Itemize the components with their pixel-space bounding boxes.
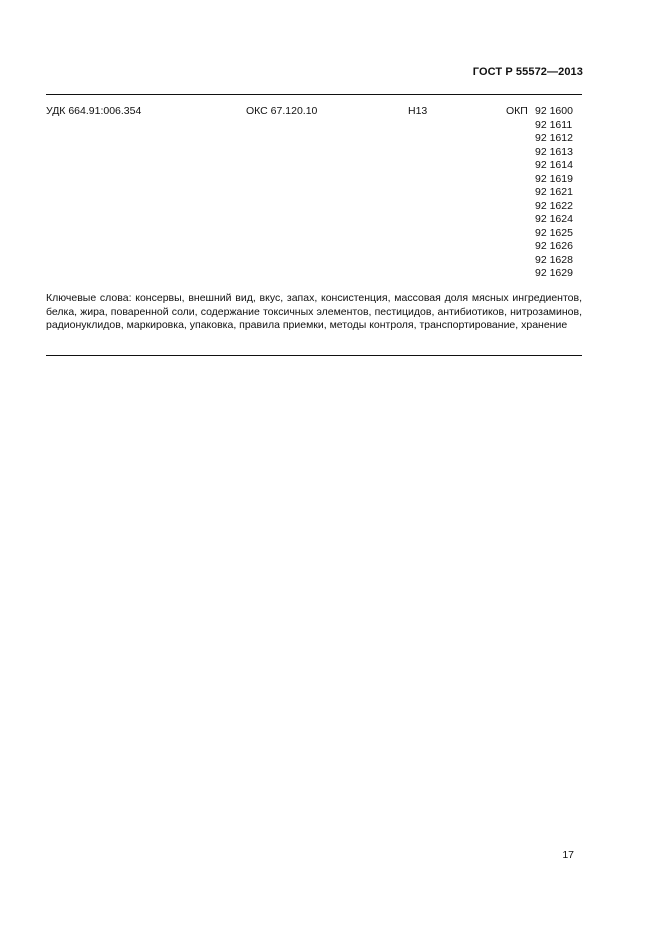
okp-code: 92 1600 bbox=[535, 105, 573, 117]
okp-code: 92 1621 bbox=[535, 186, 573, 198]
okp-code: 92 1622 bbox=[535, 199, 573, 212]
okp-code-list bbox=[535, 105, 573, 281]
oks-code: ОКС 67.120.10 bbox=[246, 105, 318, 117]
okp-code: 92 1611 bbox=[535, 118, 573, 131]
okp-code: 92 1613 bbox=[535, 145, 573, 158]
bottom-divider bbox=[46, 355, 582, 356]
group-code: Н13 bbox=[408, 105, 428, 117]
page-number: 17 bbox=[562, 849, 574, 861]
okp-code: 92 1628 bbox=[535, 253, 573, 266]
standard-code: ГОСТ Р 55572—2013 bbox=[472, 66, 583, 78]
okp-code: 92 1619 bbox=[535, 172, 573, 185]
okp-code: 92 1624 bbox=[535, 213, 573, 225]
okp-code: 92 1629 bbox=[535, 267, 573, 279]
keywords-paragraph: Ключевые слова: консервы, внешний вид, вкус, запах, консистенция, массовая доля мясных ингредиентов, белка, жира, поваренной соли, содержание токсичных элементов, пестицидов, антибиотиков, нитрозаминов, радионуклидов, маркировка, упаковка, правила приемки, методы контроля, транспортирование, хранение bbox=[46, 292, 582, 331]
okp-code: 92 1612 bbox=[535, 132, 573, 144]
top-divider bbox=[46, 94, 582, 95]
okp-code: 92 1625 bbox=[535, 226, 573, 239]
okp-label: ОКП bbox=[506, 105, 528, 117]
udk-code: УДК 664.91:006.354 bbox=[46, 105, 142, 117]
okp-code: 92 1614 bbox=[535, 159, 573, 171]
okp-code: 92 1626 bbox=[535, 240, 573, 252]
